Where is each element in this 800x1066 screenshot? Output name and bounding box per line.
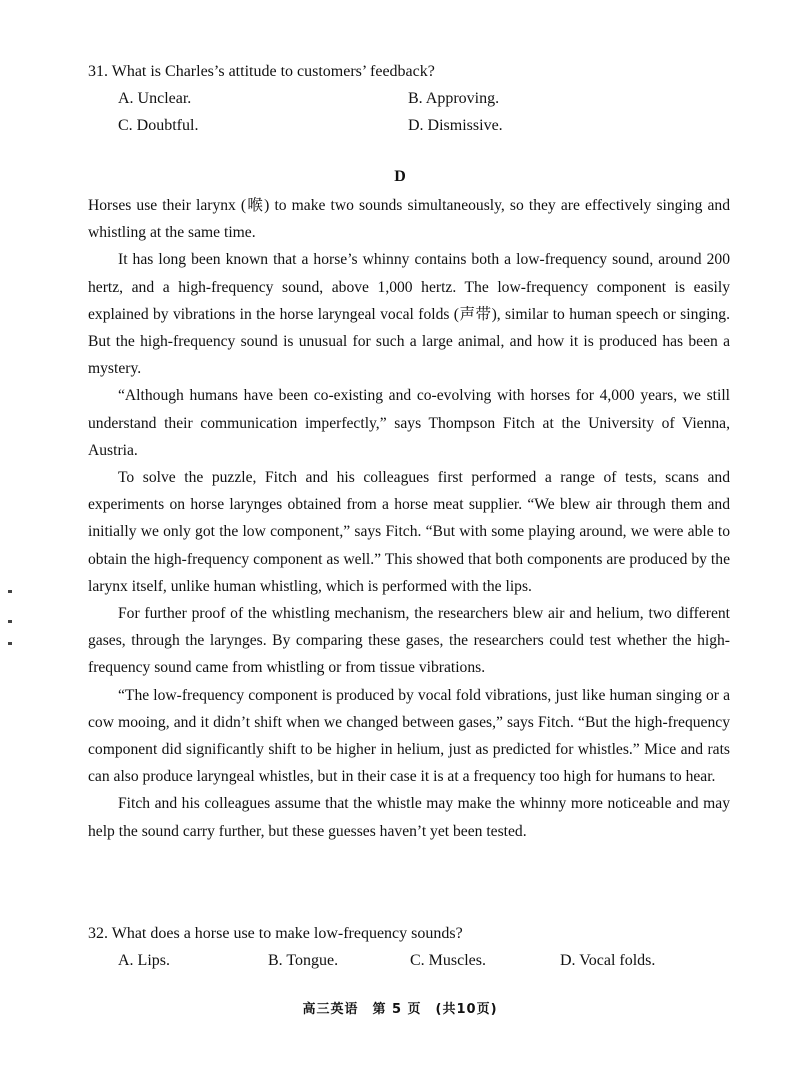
paragraph-text: To solve the puzzle, Fitch and his colleagues first performed a range of tests, scans and experiments on horse larynges obtained from a horse meat supplier. “We blew air through them and initially we only got the low component,” says Fitch. “But with some playing around, we were able to obtain the high-frequency component as well.” This showed that both components are produced by the larynx itself, unlike human whistling, which is performed with the lips.	[88, 469, 730, 595]
paragraph-7	[88, 790, 730, 844]
question-31-options	[88, 85, 748, 139]
question-32	[88, 920, 748, 974]
option-d[interactable]: D. Dismissive.	[408, 117, 503, 134]
paragraph-2	[88, 246, 730, 382]
option-b[interactable]: B. Approving.	[408, 90, 500, 107]
section-title: D	[394, 168, 406, 185]
paragraph-6	[88, 682, 730, 791]
paragraph-3	[88, 382, 730, 464]
paragraph-text: Horses use their larynx (喉) to make two sounds simultaneously, so they are effectively singing and whistling at the same time.	[88, 197, 730, 242]
option-c[interactable]: C. Doubtful.	[118, 117, 199, 134]
option-c[interactable]: C. Muscles.	[410, 952, 486, 969]
paragraph-1	[88, 192, 730, 246]
question-32-stem: 32. What does a horse use to make low-frequency sounds?	[88, 925, 463, 942]
scan-mark	[8, 642, 12, 645]
option-b[interactable]: B. Tongue.	[268, 952, 339, 969]
option-a[interactable]: A. Unclear.	[118, 90, 192, 107]
paragraph-text: For further proof of the whistling mechanism, the researchers blew air and helium, two different gases, through the larynges. By comparing these gases, the researchers could test whether the high-frequency sound came from whistling or from tissue vibrations.	[88, 605, 730, 677]
option-d[interactable]: D. Vocal folds.	[560, 952, 656, 969]
scan-mark	[8, 590, 12, 593]
passage-d	[88, 192, 730, 845]
paragraph-5	[88, 600, 730, 682]
paragraph-text: It has long been known that a horse’s whinny contains both a low-frequency sound, around 200 hertz, and a high-frequency sound, above 1,000 hertz. The low-frequency component is easily explained by vibrations in the horse laryngeal vocal folds (声带), similar to human speech or singing. But the high-frequency sound is unusual for such a large animal, and how it is produced has been a mystery.	[88, 251, 730, 378]
scan-mark	[8, 620, 12, 623]
paragraph-text: Fitch and his colleagues assume that the whistle may make the whinny more noticeable and may help the sound carry further, but these guesses haven’t yet been tested.	[88, 795, 730, 840]
paragraph-4	[88, 464, 730, 600]
option-a[interactable]: A. Lips.	[118, 952, 170, 969]
paragraph-text: “The low-frequency component is produced by vocal fold vibrations, just like human singing or a cow mooing, and it didn’t shift when we changed between gases,” says Fitch. “But the high-frequency component did significantly shift to be higher in helium, just as predicted for whistles.” Mice and rats can also produce laryngeal whistles, but in their case it is at a frequency too high for humans to hear.	[88, 686, 730, 786]
question-31	[88, 58, 748, 139]
question-32-options	[88, 947, 748, 974]
paragraph-text: “Although humans have been co-existing and co-evolving with horses for 4,000 years, we still understand their communication imperfectly,” says Thompson Fitch at the University of Vienna, Austria.	[88, 387, 730, 459]
question-31-stem: 31. What is Charles’s attitude to customers’ feedback?	[88, 63, 435, 80]
page-footer: 高三英语 第 5 页 (共10页)	[302, 1002, 498, 1017]
